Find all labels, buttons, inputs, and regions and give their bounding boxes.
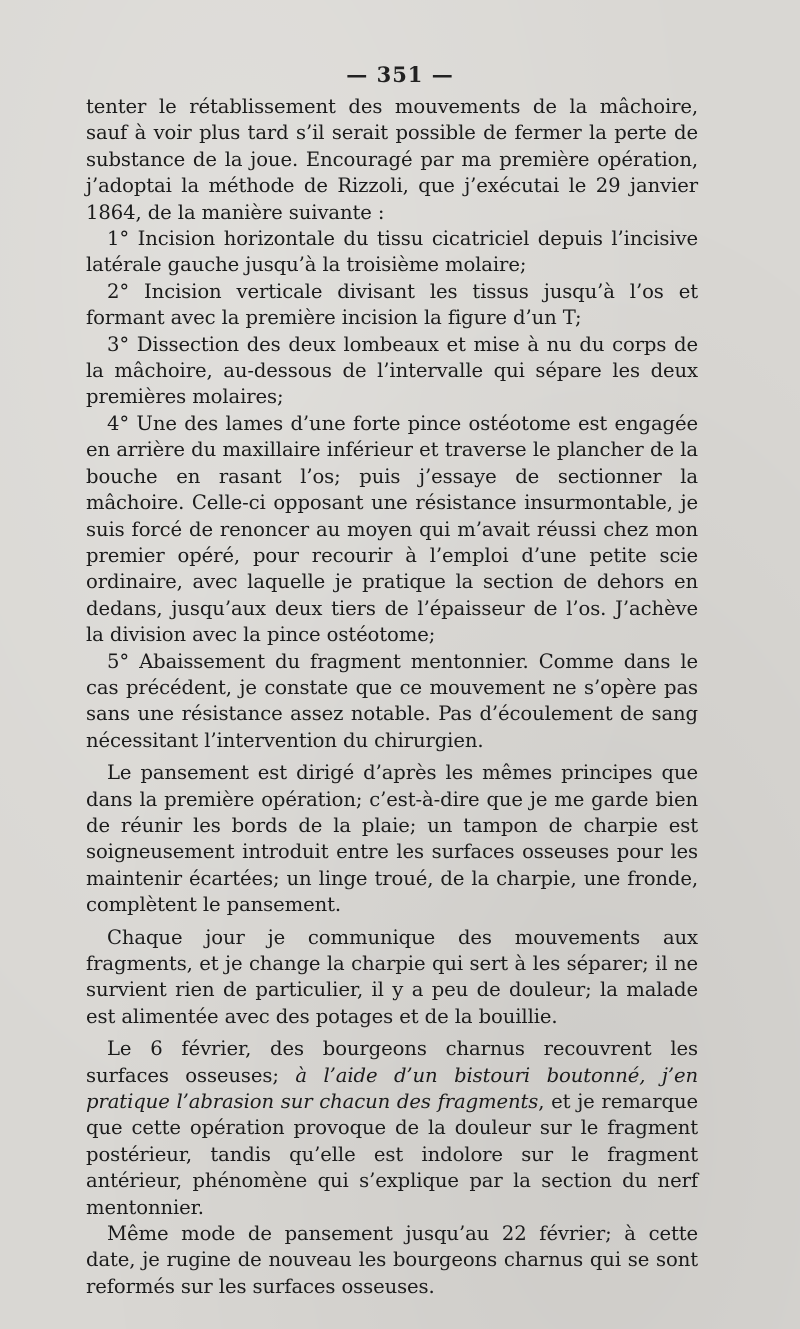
page-number: — 351 — [346,62,454,87]
paragraph-5-step-4: 4° Une des lames d’une forte pince ostéotome est engagée en arrière du maxillaire inférieur et traverse le plancher de la bouche en rasant l’os; puis j’essaye de sectionner la mâchoire. Celle-ci opposant une résistance insurmontable, je suis forcé de renoncer au moyen qui m’avait réussi chez mon premier opéré, pour recourir à l’emploi d’une petite scie ordinaire, avec laquelle je pratique la section de dehors en dedans, jusqu’aux deux tiers de l’épaisseur de l’os. J’achève la division avec la pince ostéotome; [86,411,698,647]
paragraph-9 [86,1036,698,1221]
paragraph-4-step-3: 3° Dissection des deux lombeaux et mise à nu du corps de la mâchoire, au-dessous de l’intervalle qui sépare les deux premières molaires; [86,332,698,409]
paragraph-9-italic: à l’aide d’un bistouri boutonné, j’en pratique l’abrasion sur chacun des fragments [86,1063,698,1114]
paragraph-10: Même mode de pansement jusqu’au 22 février; à cette date, je rugine de nouveau les bourgeons charnus qui se sont reformés sur les surfaces osseuses. [86,1222,698,1298]
paragraph-3-step-2: 2° Incision verticale divisant les tissus jusqu’à l’os et formant avec la première incision la figure d’un T; [86,279,698,330]
paragraph-1: tenter le rétablissement des mouvements de la mâchoire, sauf à voir plus tard s’il serait possible de fermer la perte de substance de la joue. Encouragé par ma première opération, j’adoptai la méthode de Rizzoli, que j’exécutai le 29 janvier 1864, de la manière suivante : [86,95,698,224]
paragraph-6-step-5: 5° Abaissement du fragment mentonnier. Comme dans le cas précédent, je constate que ce mouvement ne s’opère pas sans une résistance assez notable. Pas d’écoulement de sang nécessitant l’intervention du chirurgien. [86,649,698,752]
paragraph-8: Chaque jour je communique des mouvements aux fragments, et je change la charpie qui sert à les séparer; il ne survient rien de particulier, il y a peu de douleur; la malade est alimentée avec des potages et de la bouillie. [86,925,698,1028]
body-text [86,94,698,1300]
paragraph-7: Le pansement est dirigé d’après les mêmes principes que dans la première opération; c’est-à-dire que je me garde bien de réunir les bords de la plaie; un tampon de charpie est soigneusement introduit entre les surfaces osseuses pour les maintenir écartées; un linge troué, de la charpie, une fronde, complètent le pansement. [86,761,698,917]
paragraph-9-part-1: Le 6 février, des bourgeons charnus recouvrent les surfaces osseuses; [86,1037,698,1087]
paragraph-2-step-1: 1° Incision horizontale du tissu cicatriciel depuis l’incisive latérale gauche jusqu’à la troisième molaire; [86,227,698,277]
paragraph-9-part-2: , et je remarque que cette opération provoque de la douleur sur le fragment postérieur, tandis qu’elle est indolore sur le fragment antérieur, phénomène qui s’explique par la section du nerf mentonnier. [86,1090,698,1219]
